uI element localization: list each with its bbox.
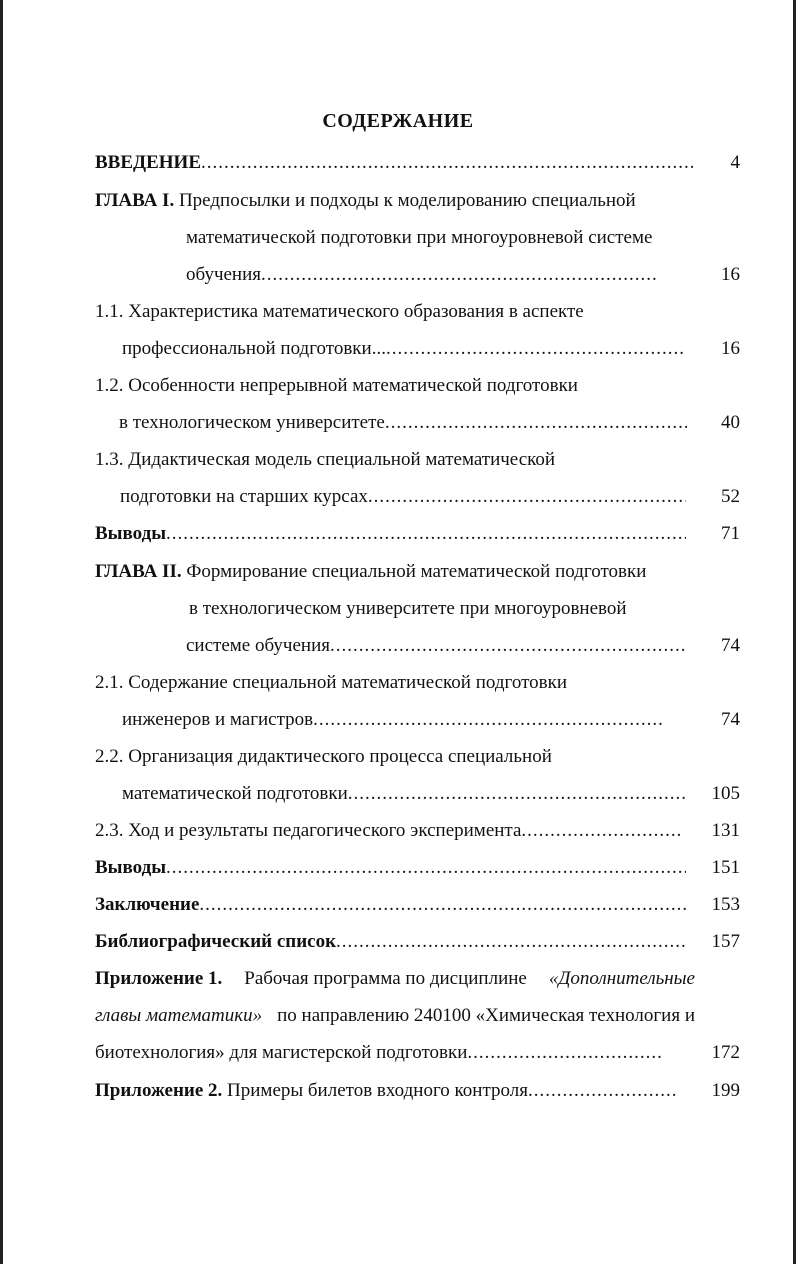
toc-entry-appendix-1-line3[interactable] [0, 1040, 796, 1066]
toc-entry-section-1-2-line2[interactable] [0, 410, 796, 436]
toc-section-1-2-title-line1: 1.2. Особенности непрерывной математической подготовки [95, 375, 578, 396]
toc-conclusions-1-label: Выводы [95, 523, 167, 544]
toc-entry-section-1-3-line1[interactable] [0, 447, 796, 473]
toc-entry-appendix-2[interactable] [0, 1078, 796, 1104]
leader-dots [386, 336, 685, 362]
toc-entry-section-2-1-line1[interactable] [0, 670, 796, 696]
toc-section-2-2-page: 105 [711, 783, 740, 804]
leader-dots [385, 410, 687, 436]
toc-entry-section-1-2-line1[interactable] [0, 373, 796, 399]
toc-appendix-2-prefix: Приложение 2. [95, 1080, 223, 1101]
leader-dots [261, 262, 658, 288]
leader-dots [166, 521, 686, 547]
toc-entry-appendix-1-line2[interactable] [0, 1003, 796, 1029]
toc-entry-section-1-3-line2[interactable] [0, 484, 796, 510]
toc-chapter1-title-line1: Предпосылки и подходы к моделированию специальной [178, 190, 636, 211]
toc-entry-section-2-1-line2[interactable] [0, 707, 796, 733]
toc-entry-chapter2-line2 [0, 596, 796, 622]
toc-entry-conclusions-1[interactable] [0, 521, 796, 547]
toc-entry-conclusion[interactable] [0, 892, 796, 918]
toc-conclusions-2-label: Выводы [95, 857, 167, 878]
toc-section-2-1-title-line2: инженеров и магистров [122, 709, 314, 730]
toc-entry-conclusions-2[interactable] [0, 855, 796, 881]
leader-dots [348, 781, 688, 807]
toc-appendix-1-prefix: Приложение 1. [95, 968, 223, 989]
leader-dots [528, 1078, 678, 1104]
toc-chapter2-title-line2: в технологическом университете при многоуровневой [189, 598, 627, 619]
leader-dots [368, 484, 686, 510]
toc-entry-chapter1-line1[interactable] [0, 188, 796, 214]
leader-dots [201, 150, 693, 176]
page-title: СОДЕРЖАНИЕ [322, 110, 474, 132]
toc-section-2-3-page: 131 [711, 820, 740, 841]
toc-appendix-1-title-2a: главы математики» [95, 1005, 263, 1026]
toc-entry-intro[interactable] [0, 150, 796, 176]
toc-section-1-1-title-line2: профессиональной подготовки... [122, 338, 386, 359]
toc-chapter1-prefix: ГЛАВА I. [95, 190, 175, 211]
toc-section-2-3-title: 2.3. Ход и результаты педагогического эксперимента [95, 820, 522, 841]
toc-chapter1-page: 16 [721, 264, 740, 285]
toc-intro-page: 4 [730, 152, 740, 173]
toc-section-1-3-page: 52 [721, 486, 740, 507]
toc-entry-section-2-2-line2[interactable] [0, 781, 796, 807]
toc-entry-chapter2-line3[interactable] [0, 633, 796, 659]
toc-section-1-1-title-line1: 1.1. Характеристика математического образования в аспекте [95, 301, 584, 322]
toc-bibliography-label: Библиографический список [95, 931, 337, 952]
toc-section-2-1-title-line1: 2.1. Содержание специальной математической подготовки [95, 672, 567, 693]
toc-section-2-2-title-line2: математической подготовки [122, 783, 348, 804]
leader-dots [199, 892, 686, 918]
toc-appendix-2-page: 199 [711, 1080, 740, 1101]
toc-entry-chapter2-line1[interactable] [0, 559, 796, 585]
toc-conclusions-1-page: 71 [721, 523, 740, 544]
toc-chapter2-title-line1: Формирование специальной математической подготовки [186, 561, 647, 582]
toc-entry-chapter1-line2 [0, 225, 796, 251]
toc-appendix-1-title-1a: Рабочая программа по дисциплине [244, 968, 527, 989]
leader-dots [336, 929, 686, 955]
toc-entry-section-1-1-line1[interactable] [0, 299, 796, 325]
toc-conclusion-page: 153 [711, 894, 740, 915]
leader-dots [313, 707, 664, 733]
toc-appendix-1-title-2b: по направлению 240100 «Химическая технология и [277, 1005, 695, 1026]
toc-appendix-2-title: Примеры билетов входного контроля [227, 1080, 528, 1101]
toc-appendix-1-page: 172 [711, 1042, 740, 1063]
toc-entry-section-2-2-line1[interactable] [0, 744, 796, 770]
toc-appendix-1-title-3: биотехнология» для магистерской подготовки [95, 1042, 468, 1063]
toc-section-1-2-page: 40 [721, 412, 740, 433]
leader-dots [330, 633, 686, 659]
toc-chapter1-title-line2: математической подготовки при многоуровневой системе [186, 227, 653, 248]
leader-dots [467, 1040, 663, 1066]
toc-entry-bibliography[interactable] [0, 929, 796, 955]
toc-section-1-3-title-line1: 1.3. Дидактическая модель специальной математической [95, 449, 556, 470]
toc-entry-section-1-1-line2[interactable] [0, 336, 796, 362]
toc-chapter2-title-line3: системе обучения [186, 635, 330, 656]
toc-entry-chapter1-line3[interactable] [0, 262, 796, 288]
leader-dots [521, 818, 681, 844]
toc-chapter2-prefix: ГЛАВА II. [95, 561, 182, 582]
toc-conclusion-label: Заключение [95, 894, 200, 915]
toc-entry-section-2-3[interactable] [0, 818, 796, 844]
toc-appendix-1-title-1b: «Дополнительные [548, 968, 695, 989]
toc-section-2-1-page: 74 [721, 709, 740, 730]
toc-chapter1-title-line3: обучения [186, 264, 262, 285]
toc-conclusions-2-page: 151 [711, 857, 740, 878]
leader-dots [166, 855, 686, 881]
toc-intro-label: ВВЕДЕНИЕ [95, 152, 201, 173]
toc-section-2-2-title-line1: 2.2. Организация дидактического процесса специальной [95, 746, 552, 767]
toc-section-1-1-page: 16 [721, 338, 740, 359]
toc-entry-appendix-1-line1[interactable] [0, 966, 796, 992]
toc-section-1-2-title-line2: в технологическом университете [119, 412, 385, 433]
toc-section-1-3-title-line2: подготовки на старших курсах [120, 486, 368, 507]
toc-bibliography-page: 157 [711, 931, 740, 952]
toc-chapter2-page: 74 [721, 635, 740, 656]
